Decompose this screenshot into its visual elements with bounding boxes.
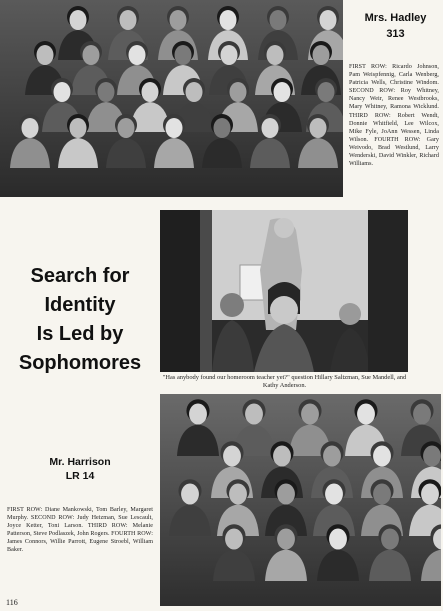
page-number: 116: [6, 598, 18, 607]
harrison-room-number: LR 14: [65, 470, 95, 482]
homeroom-candid-photo: [160, 210, 408, 372]
headline-line-3: Is Led by: [36, 323, 124, 345]
hadley-heading: [348, 10, 443, 42]
hadley-group-photo: [0, 0, 343, 197]
headline-line-1: Search for: [30, 265, 130, 287]
harrison-heading: [20, 455, 140, 483]
headline-line-4: Sophomores: [18, 352, 142, 374]
hadley-room-number: 313: [386, 28, 405, 40]
door-frame-left: [200, 210, 212, 372]
page-headline: [10, 262, 150, 378]
harrison-group-photo: [160, 394, 441, 606]
harrison-teacher-name: Mr. Harrison: [49, 456, 111, 468]
statue-head: [274, 218, 294, 238]
harrison-student-names: FIRST ROW: Diane Mankowski, Tom Barley, Margaret Murphy. SECOND ROW: Judy Heizman, Sue Lescault, Joyce Ketter, Toni Larson. THIRD ROW: Melanie Patterson, Steve Podlaszek, John Rogers. FOURTH ROW: James Connors, Willie Parrott, Eugene Stroebl, William Baker.: [7, 507, 153, 554]
hadley-teacher-name: Mrs. Hadley: [364, 12, 427, 24]
hadley-student-names: FIRST ROW: Ricardo Johnson, Pam Weispfennig, Carla Wenberg, Patricia Wells, Christine Windom. SECOND ROW: Roy Whitney, Nancy Weir, Renee Westbrooks, Mary Whitney, Ramona Wicklund. THIRD ROW: Robert Wendt, Donnie Whitfield, Lee Wilcox, Mike Fyle, JoAnn Wessen, Linda Wilson. FOURTH ROW: Gary Weivodo, Brad Westlund, Larry Wenderski, David Winkler, Richard Williams.: [349, 64, 439, 168]
headline-line-2: Identity: [44, 294, 116, 316]
homeroom-photo-caption: "Has anybody found our homeroom teacher yet?" question Hillary Saltzman, Sue Mandell, and Kathy Anderson.: [162, 374, 407, 390]
